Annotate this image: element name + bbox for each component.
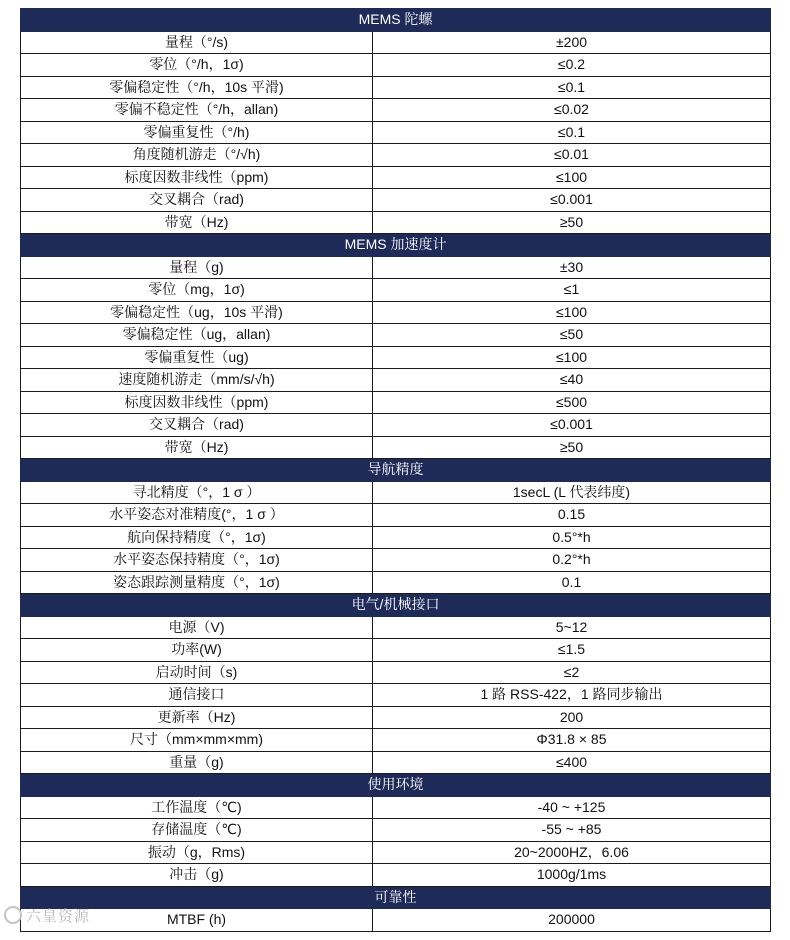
param-value-cell: ±200 xyxy=(373,31,771,54)
section-title: MEMS 加速度计 xyxy=(21,234,771,257)
param-value-cell: 1000g/1ms xyxy=(373,864,771,887)
table-row xyxy=(21,301,771,324)
param-value-cell: 0.1 xyxy=(373,571,771,594)
table-row xyxy=(21,369,771,392)
param-value-cell: 5~12 xyxy=(373,616,771,639)
table-row xyxy=(21,99,771,122)
table-row xyxy=(21,144,771,167)
table-row xyxy=(21,571,771,594)
param-name-cell: 电源（V) xyxy=(21,616,373,639)
param-name-cell: 零偏重复性（ug) xyxy=(21,346,373,369)
table-row xyxy=(21,256,771,279)
param-name-cell: 航向保持精度（°，1σ) xyxy=(21,526,373,549)
param-name-cell: 存储温度（℃) xyxy=(21,819,373,842)
param-name-cell: 冲击（g) xyxy=(21,864,373,887)
param-value-cell: ≤0.2 xyxy=(373,54,771,77)
table-row xyxy=(21,819,771,842)
param-name-cell: 水平姿态保持精度（°，1σ) xyxy=(21,549,373,572)
param-name-cell: 寻北精度（°，1 σ ） xyxy=(21,481,373,504)
param-name-cell: 启动时间（s) xyxy=(21,661,373,684)
param-name-cell: 更新率（Hz) xyxy=(21,706,373,729)
param-value-cell: ≤0.02 xyxy=(373,99,771,122)
param-value-cell: -55 ~ +85 xyxy=(373,819,771,842)
table-row xyxy=(21,211,771,234)
table-row xyxy=(21,346,771,369)
param-value-cell: ≤0.01 xyxy=(373,144,771,167)
param-name-cell: 零偏稳定性（ug，10s 平滑) xyxy=(21,301,373,324)
spec-table-body xyxy=(21,9,771,932)
param-name-cell: 标度因数非线性（ppm) xyxy=(21,391,373,414)
table-row xyxy=(21,909,771,932)
param-name-cell: MTBF (h) xyxy=(21,909,373,932)
param-value-cell: ≤0.1 xyxy=(373,121,771,144)
param-value-cell: 20~2000HZ，6.06 xyxy=(373,841,771,864)
table-row xyxy=(21,324,771,347)
table-row xyxy=(21,729,771,752)
table-row xyxy=(21,864,771,887)
table-row xyxy=(21,684,771,707)
param-value-cell: ≤50 xyxy=(373,324,771,347)
param-name-cell: 水平姿态对准精度(°，1 σ ） xyxy=(21,504,373,527)
param-value-cell: ±30 xyxy=(373,256,771,279)
param-value-cell: ≤0.001 xyxy=(373,189,771,212)
table-row xyxy=(21,166,771,189)
param-value-cell: ≤400 xyxy=(373,751,771,774)
param-value-cell: 0.15 xyxy=(373,504,771,527)
table-row xyxy=(21,76,771,99)
table-row xyxy=(21,616,771,639)
watermark xyxy=(4,905,90,926)
section-header-row xyxy=(21,9,771,32)
param-name-cell: 速度随机游走（mm/s/√h) xyxy=(21,369,373,392)
param-value-cell: ≤40 xyxy=(373,369,771,392)
table-row xyxy=(21,796,771,819)
table-row xyxy=(21,481,771,504)
param-value-cell: 200 xyxy=(373,706,771,729)
table-row xyxy=(21,414,771,437)
table-row xyxy=(21,436,771,459)
param-value-cell: -40 ~ +125 xyxy=(373,796,771,819)
param-value-cell: ≤2 xyxy=(373,661,771,684)
param-value-cell: 200000 xyxy=(373,909,771,932)
param-name-cell: 带宽（Hz) xyxy=(21,211,373,234)
param-value-cell: ≤1 xyxy=(373,279,771,302)
section-header-row xyxy=(21,774,771,797)
param-value-cell: 1secL (L 代表纬度) xyxy=(373,481,771,504)
section-title: 使用环境 xyxy=(21,774,771,797)
table-row xyxy=(21,526,771,549)
param-name-cell: 带宽（Hz) xyxy=(21,436,373,459)
param-name-cell: 零位（mg，1σ) xyxy=(21,279,373,302)
param-name-cell: 尺寸（mm×mm×mm) xyxy=(21,729,373,752)
section-header-row xyxy=(21,234,771,257)
table-row xyxy=(21,279,771,302)
param-value-cell: 1 路 RSS-422，1 路同步输出 xyxy=(373,684,771,707)
table-row xyxy=(21,504,771,527)
param-name-cell: 工作温度（℃) xyxy=(21,796,373,819)
param-value-cell: ≤0.1 xyxy=(373,76,771,99)
param-name-cell: 标度因数非线性（ppm) xyxy=(21,166,373,189)
param-name-cell: 交叉耦合（rad) xyxy=(21,414,373,437)
section-title: 电气/机械接口 xyxy=(21,594,771,617)
param-name-cell: 量程（g) xyxy=(21,256,373,279)
param-value-cell: ≤0.001 xyxy=(373,414,771,437)
section-header-row xyxy=(21,886,771,909)
section-title: MEMS 陀螺 xyxy=(21,9,771,32)
table-row xyxy=(21,751,771,774)
table-row xyxy=(21,706,771,729)
section-title: 可靠性 xyxy=(21,886,771,909)
param-name-cell: 零偏稳定性（°/h，10s 平滑) xyxy=(21,76,373,99)
param-value-cell: ≤100 xyxy=(373,346,771,369)
table-row xyxy=(21,31,771,54)
section-title: 导航精度 xyxy=(21,459,771,482)
param-name-cell: 振动（g，Rms) xyxy=(21,841,373,864)
param-value-cell: ≤500 xyxy=(373,391,771,414)
watermark-logo-icon xyxy=(4,906,22,924)
param-value-cell: ≤100 xyxy=(373,166,771,189)
watermark-text: 六皇资源 xyxy=(26,907,91,925)
table-row xyxy=(21,661,771,684)
param-name-cell: 零位（°/h，1σ) xyxy=(21,54,373,77)
param-name-cell: 重量（g) xyxy=(21,751,373,774)
section-header-row xyxy=(21,594,771,617)
param-name-cell: 交叉耦合（rad) xyxy=(21,189,373,212)
table-row xyxy=(21,549,771,572)
table-row xyxy=(21,189,771,212)
param-name-cell: 零偏稳定性（ug，allan) xyxy=(21,324,373,347)
param-name-cell: 姿态跟踪测量精度（°，1σ) xyxy=(21,571,373,594)
param-value-cell: ≤100 xyxy=(373,301,771,324)
table-row xyxy=(21,391,771,414)
param-value-cell: ≥50 xyxy=(373,436,771,459)
param-name-cell: 通信接口 xyxy=(21,684,373,707)
param-value-cell: 0.2°*h xyxy=(373,549,771,572)
table-row xyxy=(21,54,771,77)
param-name-cell: 功率(W) xyxy=(21,639,373,662)
param-value-cell: ≤1.5 xyxy=(373,639,771,662)
spec-table xyxy=(20,8,771,932)
param-name-cell: 零偏重复性（°/h) xyxy=(21,121,373,144)
param-value-cell: 0.5°*h xyxy=(373,526,771,549)
param-value-cell: ≥50 xyxy=(373,211,771,234)
section-header-row xyxy=(21,459,771,482)
table-row xyxy=(21,639,771,662)
table-row xyxy=(21,121,771,144)
table-row xyxy=(21,841,771,864)
param-name-cell: 角度随机游走（°/√h) xyxy=(21,144,373,167)
param-value-cell: Φ31.8 × 85 xyxy=(373,729,771,752)
param-name-cell: 量程（°/s) xyxy=(21,31,373,54)
param-name-cell: 零偏不稳定性（°/h，allan) xyxy=(21,99,373,122)
